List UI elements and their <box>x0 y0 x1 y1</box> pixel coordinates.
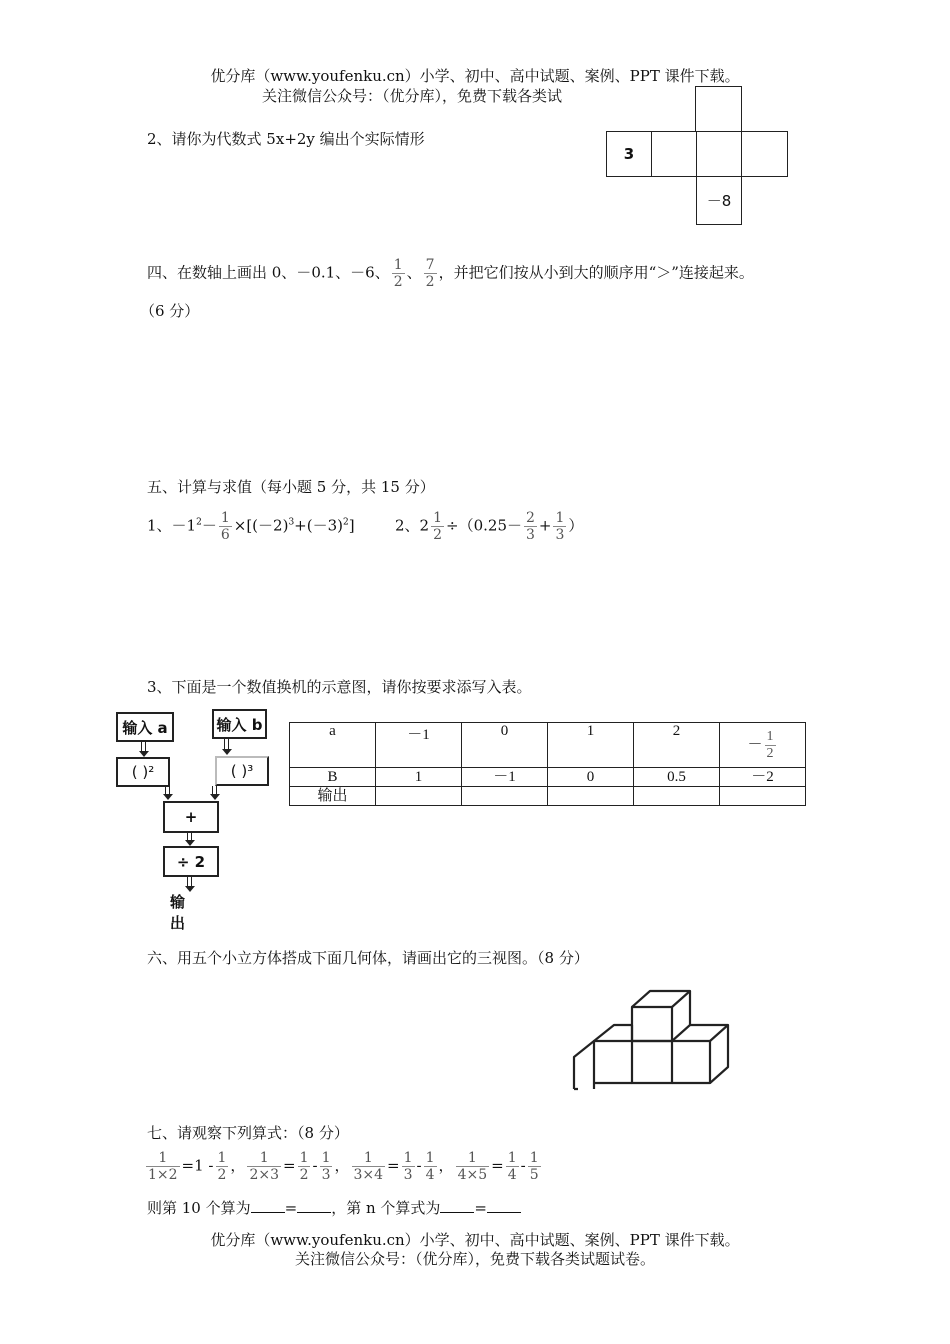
s7-e1-rhs: $\frac{1}{2}$ <box>217 1150 227 1183</box>
cell-b-5: －2 <box>720 768 806 787</box>
s7-equations: $\frac{1}{1\times 2}$ =1 - $\frac{1}{2}$ ， $\frac{1}{2\times 3}$ = $\frac{1}{2}$ - $\frac{1}{3}$ ， $\frac{1}{3\times 4}$ = $\frac{1}{3}$ - $\frac{1}{4}$ ， $\frac{1}{4\times 5}$ = $\frac{1}{4}$ - $\frac{1}{5}$ <box>148 1150 539 1183</box>
section-7-title: 七、请观察下列算式：（8 分） <box>147 1124 349 1142</box>
cube-right-front <box>672 1041 710 1083</box>
net-cell-left <box>606 131 652 177</box>
s7-e2-a: $\frac{1}{2}$ <box>299 1150 309 1183</box>
cell-output-label: 输出 <box>290 787 376 806</box>
cell-b-label: B <box>290 768 376 787</box>
flow-cube-box: ( )³ <box>215 756 269 786</box>
cell-output-5 <box>720 787 806 806</box>
cube-top-front <box>632 1007 672 1041</box>
cell-a-2: 0 <box>462 723 548 768</box>
s5-p1-frac: $\frac{1}{6}$ <box>220 510 230 543</box>
net-label-3: 3 <box>623 145 635 163</box>
section-4-line <box>147 257 754 290</box>
question-2: 2、请你为代数式 5x+2y 编出个实际情形 <box>147 130 425 148</box>
s7-e4-lhs: $\frac{1}{4\times 5}$ <box>457 1150 488 1183</box>
question-3: 3、下面是一个数值换机的示意图，请你按要求添写入表。 <box>147 678 532 696</box>
cell-a-1: －1 <box>376 723 462 768</box>
cell-b-4: 0.5 <box>634 768 720 787</box>
cell-a-5-frac: $\frac{1}{2}$ <box>766 728 774 761</box>
cube-back-bottom <box>574 1083 594 1089</box>
cell-a-label: a <box>290 723 376 768</box>
cell-b-3: 0 <box>548 768 634 787</box>
cube-back-left <box>574 1041 594 1089</box>
flow-input-b: 输入 b <box>212 709 267 739</box>
cell-output-4 <box>634 787 720 806</box>
s4-prefix: 四、在数轴上画出 0、－0.1、－6、 <box>147 263 390 282</box>
s7-e4-a: $\frac{1}{4}$ <box>507 1150 517 1183</box>
s5-p2-frac3: $\frac{1}{3}$ <box>555 510 565 543</box>
section-6-title: 六、用五个小立方体搭成下面几何体，请画出它的三视图。（8 分） <box>147 949 589 967</box>
s7-e1-lhs: $\frac{1}{1\times 2}$ <box>148 1150 178 1183</box>
blank-2[interactable] <box>297 1196 331 1213</box>
s7-e3-b: $\frac{1}{4}$ <box>425 1150 435 1183</box>
s7-e2-lhs: $\frac{1}{2\times 3}$ <box>249 1150 279 1183</box>
footer-line-2: 关注微信公众号：（优分库），免费下载各类试题试卷。 <box>294 1250 655 1268</box>
table-row-b <box>290 768 806 787</box>
blank-4[interactable] <box>487 1196 521 1213</box>
net-label-minus8: －8 <box>706 192 732 210</box>
cube-solid-figure <box>560 985 760 1095</box>
s5-p2-frac2: $\frac{2}{3}$ <box>525 510 535 543</box>
io-table <box>289 722 806 806</box>
s4-frac-seven-halves: $\frac{7}{2}$ <box>425 257 435 290</box>
cube-top-top <box>632 991 690 1007</box>
arrow-head-4 <box>210 794 220 800</box>
section-5-title: 五、计算与求值（每小题 5 分，共 15 分） <box>147 478 435 496</box>
cell-output-2 <box>462 787 548 806</box>
cell-output-1 <box>376 787 462 806</box>
s4-sep: 、 <box>406 263 422 282</box>
cube-left-top <box>594 1025 632 1041</box>
cube-mid-front <box>632 1041 672 1083</box>
flow-div2-box: ÷ 2 <box>163 846 219 877</box>
cube-left-front <box>594 1041 632 1083</box>
flow-output-label: 输出 <box>170 893 186 932</box>
net-cell-top <box>695 86 742 132</box>
footer-line-1: 优分库（www.youfenku.cn）小学、初中、高中试题、案例、PPT 课件下载。 <box>210 1231 740 1249</box>
net-cell-mid1 <box>651 131 697 177</box>
s5-p2-frac1: $\frac{1}{2}$ <box>433 510 443 543</box>
s4-suffix: ，并把它们按从小到大的顺序用“＞”连接起来。 <box>438 263 754 282</box>
arrow-head-3 <box>163 794 173 800</box>
cube-right-top <box>690 1025 728 1041</box>
table-row-output <box>290 787 806 806</box>
s4-frac-half: $\frac{1}{2}$ <box>393 257 403 290</box>
s7-e4-b: $\frac{1}{5}$ <box>529 1150 539 1183</box>
cell-a-4: 2 <box>634 723 720 768</box>
cell-b-2: －1 <box>462 768 548 787</box>
s5-problem-1: 1、$-1^2-$ $\frac{1}{6}$ $\times[(-2)^3+(-3)^2]$ <box>147 510 355 543</box>
s7-e2-b: $\frac{1}{3}$ <box>321 1150 331 1183</box>
blank-3[interactable] <box>440 1196 474 1213</box>
cell-output-3 <box>548 787 634 806</box>
cell-a-5: － $\frac{1}{2}$ <box>720 723 806 768</box>
s5-problem-2: 2、2 $\frac{1}{2}$ ÷（0.25－ $\frac{2}{3}$ + $\frac{1}{3}$ ） <box>395 510 584 543</box>
net-cell-mid2 <box>696 131 742 177</box>
net-cell-bottom <box>696 176 742 225</box>
flow-input-a: 输入 a <box>116 712 174 742</box>
s7-e3-lhs: $\frac{1}{3\times 4}$ <box>353 1150 384 1183</box>
flow-square-box: ( )² <box>116 757 170 787</box>
s7-e3-a: $\frac{1}{3}$ <box>403 1150 413 1183</box>
header-line-2: 关注微信公众号：（优分库），免费下载各类试 <box>261 87 562 105</box>
table-row-a <box>290 723 806 768</box>
arrow-head-2 <box>222 749 232 755</box>
header-line-1: 优分库（www.youfenku.cn）小学、初中、高中试题、案例、PPT 课件下载。 <box>210 67 740 85</box>
flow-plus-box: + <box>163 801 219 833</box>
cell-a-3: 1 <box>548 723 634 768</box>
s4-score: （6 分） <box>140 302 200 320</box>
net-cell-right <box>741 131 788 177</box>
cell-b-1: 1 <box>376 768 462 787</box>
s7-question: 则第 10 个算为 = ，第 n 个算式为 = <box>147 1196 521 1219</box>
arrow-head-6 <box>185 886 195 892</box>
blank-1[interactable] <box>251 1196 285 1213</box>
